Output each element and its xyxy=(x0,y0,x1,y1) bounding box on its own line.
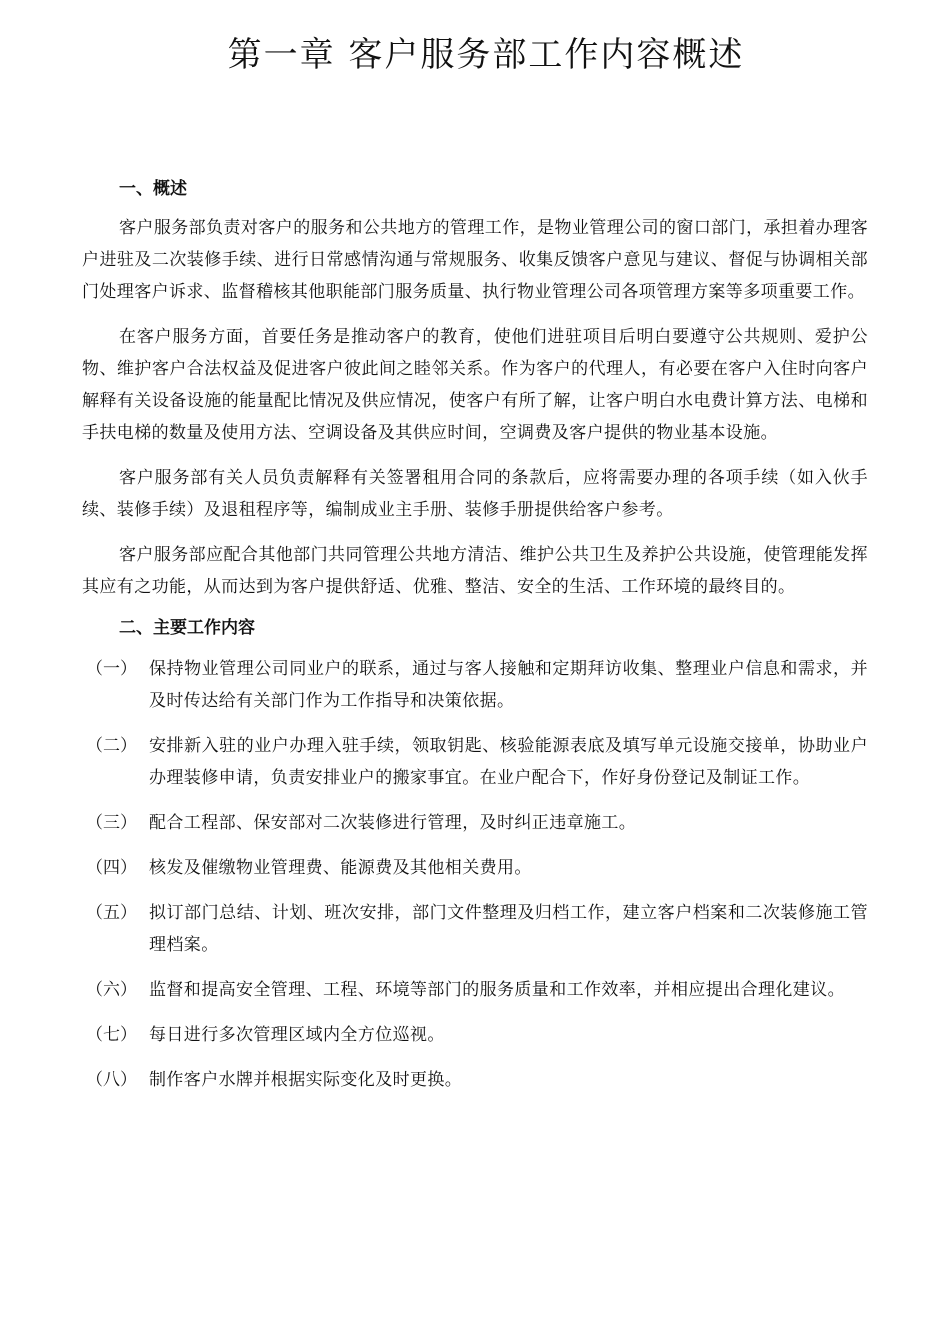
list-item xyxy=(82,897,868,961)
overview-paragraph: 客户服务部有关人员负责解释有关签署租用合同的条款后，应将需要办理的各项手续（如入伙手续、装修手续）及退租程序等，编制成业主手册、装修手册提供给客户参考。 xyxy=(82,468,868,520)
item-text: 每日进行多次管理区域内全方位巡视。 xyxy=(149,1025,445,1045)
list-item xyxy=(82,1019,868,1051)
item-text: 监督和提高安全管理、工程、环境等部门的服务质量和工作效率，并相应提出合理化建议。 xyxy=(149,980,845,1000)
overview-paragraph: 客户服务部应配合其他部门共同管理公共地方清洁、维护公共卫生及养护公共设施，使管理能发挥其应有之功能，从而达到为客户提供舒适、优雅、整洁、安全的生活、工作环境的最终目的。 xyxy=(82,545,868,597)
list-item xyxy=(82,807,868,839)
item-number: （八） xyxy=(86,1070,137,1090)
list-item xyxy=(82,974,868,1006)
list-item xyxy=(82,1064,868,1096)
item-text: 制作客户水牌并根据实际变化及时更换。 xyxy=(149,1070,463,1090)
list-item xyxy=(82,852,868,884)
list-item xyxy=(82,653,868,717)
item-number: （一） xyxy=(86,659,137,679)
overview-paragraph: 在客户服务方面，首要任务是推动客户的教育，使他们进驻项目后明白要遵守公共规则、爱护公物、维护客户合法权益及促进客户彼此间之睦邻关系。作为客户的代理人，有必要在客户入住时向客户解释有关设备设施的能量配比情况及供应情况，使客户有所了解，让客户明白水电费计算方法、电梯和手扶电梯的数量及使用方法、空调设备及其供应时间，空调费及客户提供的物业基本设施。 xyxy=(82,327,868,443)
item-number: （三） xyxy=(86,813,137,833)
item-text: 核发及催缴物业管理费、能源费及其他相关费用。 xyxy=(149,858,532,878)
item-number: （五） xyxy=(86,903,137,923)
chapter-title: 第一章 客户服务部工作内容概述 xyxy=(227,35,745,75)
item-number: （七） xyxy=(86,1025,137,1045)
item-text: 安排新入驻的业户办理入驻手续，领取钥匙、核验能源表底及填写单元设施交接单，协助业户办理装修申请，负责安排业户的搬家事宜。在业户配合下，作好身份登记及制证工作。 xyxy=(149,736,868,788)
item-number: （四） xyxy=(86,858,137,878)
duty-list xyxy=(82,653,868,1096)
item-text: 拟订部门总结、计划、班次安排，部门文件整理及归档工作，建立客户档案和二次装修施工管理档案。 xyxy=(149,903,868,955)
overview-paragraph: 客户服务部负责对客户的服务和公共地方的管理工作，是物业管理公司的窗口部门，承担着办理客户进驻及二次装修手续、进行日常感情沟通与常规服务、收集反馈客户意见与建议、督促与协调相关部门处理客户诉求、监督稽核其他职能部门服务质量、执行物业管理公司各项管理方案等多项重要工作。 xyxy=(82,218,868,302)
item-number: （二） xyxy=(86,736,137,756)
section-heading-overview: 一、概述 xyxy=(119,179,187,199)
item-text: 配合工程部、保安部对二次装修进行管理，及时纠正违章施工。 xyxy=(149,813,637,833)
item-number: （六） xyxy=(86,980,137,1000)
item-text: 保持物业管理公司同业户的联系，通过与客人接触和定期拜访收集、整理业户信息和需求，并及时传达给有关部门作为工作指导和决策依据。 xyxy=(149,659,868,711)
section-heading-main-duties: 二、主要工作内容 xyxy=(119,618,255,638)
list-item xyxy=(82,730,868,794)
